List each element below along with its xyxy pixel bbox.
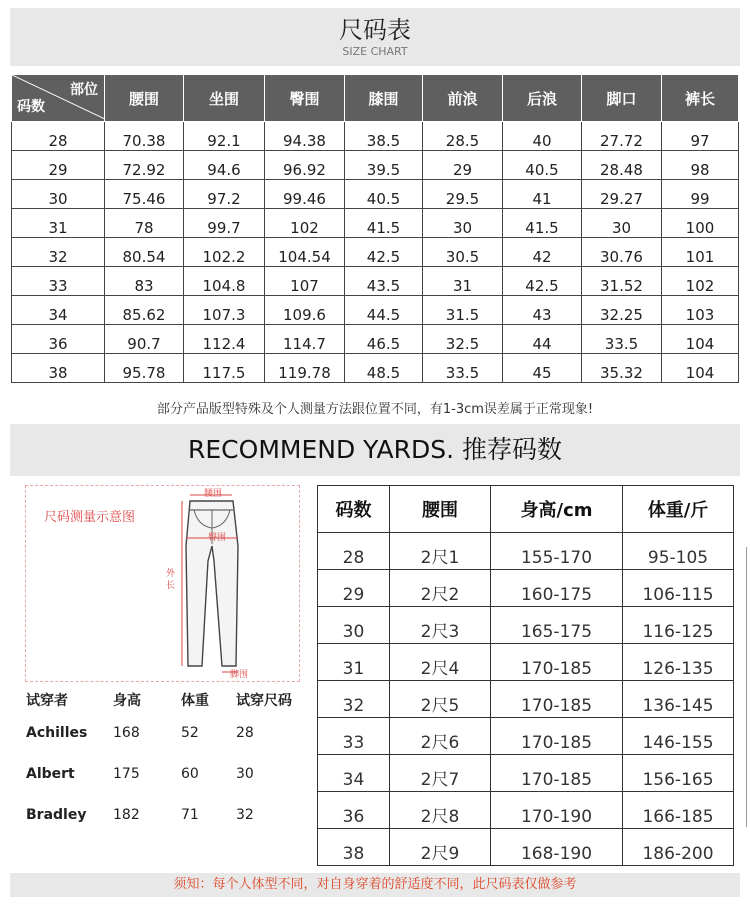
- recommend-row: [318, 607, 734, 644]
- size-table-corner: [12, 75, 105, 122]
- size-table: [11, 74, 739, 383]
- size-value-cell: 107.3: [184, 296, 265, 325]
- tryon-value-cell: 168: [113, 724, 140, 741]
- recommend-row: [318, 570, 734, 607]
- size-value-cell: 98: [662, 151, 739, 180]
- footer-band: [10, 873, 740, 897]
- tryon-value-cell: 52: [181, 724, 199, 741]
- size-value-cell: 103: [662, 296, 739, 325]
- size-code-cell: 28: [12, 122, 105, 151]
- length-label-2: 长: [166, 581, 176, 591]
- recommend-cell: 156-165: [623, 755, 734, 792]
- recommend-cell: 170-185: [491, 718, 623, 755]
- tryon-value-cell: 32: [236, 806, 254, 823]
- recommend-cell: 36: [318, 792, 390, 829]
- divider: [746, 547, 747, 827]
- pants-illustration: [26, 486, 299, 681]
- size-value-cell: 48.5: [345, 354, 423, 383]
- recommend-cell: 160-175: [491, 570, 623, 607]
- size-value-cell: 41.5: [503, 209, 582, 238]
- size-value-cell: 31.5: [423, 296, 503, 325]
- recommend-row: [318, 718, 734, 755]
- size-row: [12, 151, 739, 180]
- size-row: [12, 122, 739, 151]
- waist-label: 腰围: [204, 489, 223, 499]
- size-value-cell: 99.46: [265, 180, 345, 209]
- recommend-row: [318, 644, 734, 681]
- size-value-cell: 102: [265, 209, 345, 238]
- size-value-cell: 30: [423, 209, 503, 238]
- size-value-cell: 40.5: [345, 180, 423, 209]
- size-value-cell: 99.7: [184, 209, 265, 238]
- size-value-cell: 39.5: [345, 151, 423, 180]
- recommend-row: [318, 533, 734, 570]
- size-value-cell: 28.5: [423, 122, 503, 151]
- size-col-header: 腰围: [105, 75, 184, 122]
- recommend-cell: 2尺9: [390, 829, 491, 866]
- tryon-row: [25, 794, 305, 835]
- size-value-cell: 97: [662, 122, 739, 151]
- size-value-cell: 92.1: [184, 122, 265, 151]
- size-value-cell: 42: [503, 238, 582, 267]
- tryon-col-header: 体重: [181, 693, 209, 709]
- size-value-cell: 40.5: [503, 151, 582, 180]
- size-value-cell: 102: [662, 267, 739, 296]
- size-value-cell: 107: [265, 267, 345, 296]
- size-value-cell: 100: [662, 209, 739, 238]
- size-value-cell: 30: [582, 209, 662, 238]
- recommend-cell: 136-145: [623, 681, 734, 718]
- size-value-cell: 33.5: [582, 325, 662, 354]
- size-row: [12, 180, 739, 209]
- size-value-cell: 112.4: [184, 325, 265, 354]
- size-col-header: 裤长: [662, 75, 739, 122]
- size-value-cell: 44.5: [345, 296, 423, 325]
- recommend-cell: 95-105: [623, 533, 734, 570]
- size-value-cell: 29.27: [582, 180, 662, 209]
- size-value-cell: 42.5: [503, 267, 582, 296]
- recommend-cell: 2尺4: [390, 644, 491, 681]
- recommend-cell: 29: [318, 570, 390, 607]
- tryon-col-header: 试穿尺码: [236, 693, 292, 709]
- size-col-header: 臀围: [265, 75, 345, 122]
- size-value-cell: 43: [503, 296, 582, 325]
- size-code-cell: 32: [12, 238, 105, 267]
- size-value-cell: 94.6: [184, 151, 265, 180]
- size-col-header: 前浪: [423, 75, 503, 122]
- hip-label: 臀围: [208, 533, 227, 543]
- size-value-cell: 104: [662, 325, 739, 354]
- size-value-cell: 99: [662, 180, 739, 209]
- size-value-cell: 28.48: [582, 151, 662, 180]
- page-subtitle: SIZE CHART: [342, 45, 408, 58]
- tryon-table: [25, 688, 305, 835]
- recommend-row: [318, 755, 734, 792]
- size-value-cell: 30.76: [582, 238, 662, 267]
- tryon-row: [25, 712, 305, 753]
- size-value-cell: 27.72: [582, 122, 662, 151]
- size-value-cell: 45: [503, 354, 582, 383]
- recommend-cell: 170-185: [491, 755, 623, 792]
- size-table-header: [12, 75, 739, 122]
- measurement-note: 部分产品版型特殊及个人测量方法跟位置不同，有1-3cm误差属于正常现象!: [156, 402, 594, 417]
- recommend-cell: 126-135: [623, 644, 734, 681]
- recommend-cell: 2尺8: [390, 792, 491, 829]
- recommend-cell: 32: [318, 681, 390, 718]
- tryon-value-cell: 175: [113, 765, 140, 782]
- size-value-cell: 102.2: [184, 238, 265, 267]
- diagram-label: 尺码测量示意图: [44, 510, 136, 525]
- size-value-cell: 38.5: [345, 122, 423, 151]
- recommend-cell: 2尺6: [390, 718, 491, 755]
- size-value-cell: 42.5: [345, 238, 423, 267]
- tryon-col-header: 身高: [113, 693, 141, 709]
- recommend-cell: 31: [318, 644, 390, 681]
- recommend-cell: 186-200: [623, 829, 734, 866]
- size-value-cell: 29.5: [423, 180, 503, 209]
- tryon-value-cell: 71: [181, 806, 199, 823]
- size-value-cell: 85.62: [105, 296, 184, 325]
- size-value-cell: 96.92: [265, 151, 345, 180]
- size-value-cell: 31: [423, 267, 503, 296]
- recommend-row: [318, 829, 734, 866]
- recommend-header: [10, 424, 740, 476]
- recommend-cell: 34: [318, 755, 390, 792]
- size-value-cell: 83: [105, 267, 184, 296]
- recommend-cell: 30: [318, 607, 390, 644]
- tryon-value-cell: 182: [113, 806, 140, 823]
- length-label-1: 外: [166, 569, 176, 579]
- size-value-cell: 31.52: [582, 267, 662, 296]
- size-code-cell: 30: [12, 180, 105, 209]
- size-value-cell: 94.38: [265, 122, 345, 151]
- size-code-cell: 38: [12, 354, 105, 383]
- recommend-col-header: 码数: [318, 486, 390, 533]
- recommend-cell: 155-170: [491, 533, 623, 570]
- size-value-cell: 109.6: [265, 296, 345, 325]
- size-row: [12, 354, 739, 383]
- size-col-header: 坐围: [184, 75, 265, 122]
- size-value-cell: 32.5: [423, 325, 503, 354]
- size-value-cell: 119.78: [265, 354, 345, 383]
- size-col-header: 脚口: [582, 75, 662, 122]
- size-col-header: 膝围: [345, 75, 423, 122]
- recommend-col-header: 体重/斤: [623, 486, 734, 533]
- tryon-header: [25, 688, 305, 712]
- size-code-cell: 34: [12, 296, 105, 325]
- recommend-cell: 170-185: [491, 644, 623, 681]
- size-value-cell: 114.7: [265, 325, 345, 354]
- size-value-cell: 33.5: [423, 354, 503, 383]
- size-value-cell: 72.92: [105, 151, 184, 180]
- tryon-name-cell: Achilles: [26, 724, 88, 741]
- tryon-value-cell: 30: [236, 765, 254, 782]
- size-value-cell: 90.7: [105, 325, 184, 354]
- tryon-row: [25, 753, 305, 794]
- size-row: [12, 325, 739, 354]
- recommend-cell: 116-125: [623, 607, 734, 644]
- recommend-cell: 2尺3: [390, 607, 491, 644]
- size-value-cell: 70.38: [105, 122, 184, 151]
- size-value-cell: 32.25: [582, 296, 662, 325]
- size-value-cell: 97.2: [184, 180, 265, 209]
- size-row: [12, 296, 739, 325]
- recommend-cell: 165-175: [491, 607, 623, 644]
- recommend-cell: 2尺5: [390, 681, 491, 718]
- recommend-table: [317, 485, 734, 866]
- recommend-cell: 28: [318, 533, 390, 570]
- recommend-col-header: 腰围: [390, 486, 491, 533]
- recommend-col-header: 身高/cm: [491, 486, 623, 533]
- recommend-cell: 2尺1: [390, 533, 491, 570]
- size-value-cell: 80.54: [105, 238, 184, 267]
- tryon-value-cell: 28: [236, 724, 254, 741]
- recommend-title: RECOMMEND YARDS. 推荐码数: [188, 435, 562, 464]
- tryon-name-cell: Albert: [26, 765, 75, 782]
- size-row: [12, 267, 739, 296]
- size-value-cell: 78: [105, 209, 184, 238]
- size-value-cell: 30.5: [423, 238, 503, 267]
- size-code-cell: 31: [12, 209, 105, 238]
- recommend-cell: 33: [318, 718, 390, 755]
- size-value-cell: 75.46: [105, 180, 184, 209]
- size-code-cell: 29: [12, 151, 105, 180]
- size-value-cell: 41: [503, 180, 582, 209]
- size-value-cell: 43.5: [345, 267, 423, 296]
- size-value-cell: 95.78: [105, 354, 184, 383]
- tryon-value-cell: 60: [181, 765, 199, 782]
- corner-label-part: 部位: [70, 82, 98, 98]
- size-value-cell: 117.5: [184, 354, 265, 383]
- recommend-cell: 106-115: [623, 570, 734, 607]
- size-value-cell: 104: [662, 354, 739, 383]
- recommend-cell: 168-190: [491, 829, 623, 866]
- hem-label: 脚围: [230, 670, 249, 680]
- size-value-cell: 101: [662, 238, 739, 267]
- size-value-cell: 29: [423, 151, 503, 180]
- recommend-cell: 2尺7: [390, 755, 491, 792]
- size-value-cell: 46.5: [345, 325, 423, 354]
- recommend-cell: 38: [318, 829, 390, 866]
- size-row: [12, 238, 739, 267]
- page-title: 尺码表: [339, 16, 411, 44]
- recommend-cell: 2尺2: [390, 570, 491, 607]
- recommend-row: [318, 681, 734, 718]
- size-value-cell: 104.8: [184, 267, 265, 296]
- size-value-cell: 44: [503, 325, 582, 354]
- size-chart-header: [10, 8, 740, 66]
- size-row: [12, 209, 739, 238]
- size-value-cell: 41.5: [345, 209, 423, 238]
- size-value-cell: 104.54: [265, 238, 345, 267]
- recommend-row: [318, 792, 734, 829]
- size-value-cell: 40: [503, 122, 582, 151]
- size-code-cell: 36: [12, 325, 105, 354]
- size-value-cell: 35.32: [582, 354, 662, 383]
- recommend-cell: 146-155: [623, 718, 734, 755]
- recommend-table-header: [318, 486, 734, 533]
- corner-label-size: 码数: [17, 99, 45, 115]
- measurement-diagram: [25, 485, 300, 682]
- recommend-cell: 170-185: [491, 681, 623, 718]
- size-code-cell: 33: [12, 267, 105, 296]
- tryon-name-cell: Bradley: [26, 806, 87, 823]
- recommend-cell: 166-185: [623, 792, 734, 829]
- recommend-cell: 170-190: [491, 792, 623, 829]
- size-col-header: 后浪: [503, 75, 582, 122]
- footer-note: 须知：每个人体型不同，对自身穿着的舒适度不同，此尺码表仅做参考: [173, 877, 577, 892]
- tryon-col-header: 试穿者: [26, 693, 68, 709]
